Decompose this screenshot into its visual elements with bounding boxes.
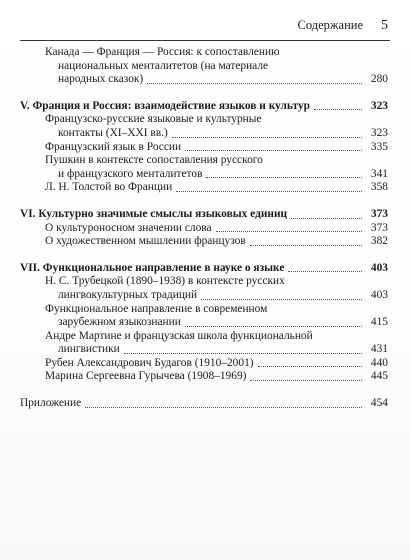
- toc-chapter[interactable]: [20, 262, 388, 276]
- toc-page-number: 341: [370, 167, 388, 180]
- toc-line: [45, 370, 388, 384]
- dot-leader: [124, 353, 362, 354]
- toc-page-number: 403: [370, 261, 388, 274]
- toc-line: [45, 343, 388, 357]
- dot-leader: [288, 271, 362, 272]
- toc-line: [20, 100, 388, 114]
- toc-page-number: 335: [370, 140, 388, 153]
- toc-line: [45, 127, 388, 141]
- toc-entry-title: и французского менталитетов: [58, 167, 203, 180]
- toc-entry-title: народных сказок): [58, 73, 144, 86]
- toc-line: [45, 235, 388, 249]
- toc-page-number: 415: [370, 316, 388, 329]
- toc-chapter[interactable]: [20, 208, 388, 222]
- dot-leader: [147, 83, 362, 84]
- toc-entry-title: V. Франция и Россия: взаимодействие языков и культур: [20, 99, 310, 112]
- toc-entry[interactable]: [20, 357, 388, 371]
- toc-page-number: 373: [370, 207, 388, 220]
- toc-entry[interactable]: [20, 222, 388, 236]
- dot-leader: [201, 299, 362, 300]
- toc-page-number: 403: [370, 288, 388, 301]
- dot-leader: [314, 109, 362, 110]
- toc-line: [45, 181, 388, 195]
- dot-leader: [185, 150, 362, 151]
- toc-line: [45, 303, 388, 317]
- toc-line: [20, 262, 388, 276]
- toc-entry-title: Марина Сергеевна Гурычева (1908–1969): [45, 370, 247, 383]
- toc-line: [45, 330, 388, 344]
- dot-leader: [206, 177, 362, 178]
- page-number: 5: [381, 18, 388, 33]
- toc-page-number: 445: [370, 370, 388, 383]
- toc-entry-title: зарубежном языкознании: [58, 316, 181, 329]
- dot-leader: [250, 380, 362, 381]
- toc-page-number: 431: [370, 343, 388, 356]
- toc-entry-title: Л. Н. Толстой во Франции: [45, 181, 173, 194]
- toc-entry-title: контакты (XI–XXI вв.): [58, 126, 168, 139]
- dot-leader: [85, 407, 362, 408]
- section-gap: [20, 195, 388, 208]
- toc-entry-title: национальных менталитетов (на материале: [58, 59, 269, 72]
- toc-line: [45, 168, 388, 182]
- dot-leader: [172, 137, 362, 138]
- toc-entry[interactable]: [20, 141, 388, 155]
- section-gap: [20, 87, 388, 100]
- toc-entry-title: Пушкин в контексте сопоставления русского: [45, 154, 263, 167]
- toc-entry-title: Канада — Франция — Россия: к сопоставлению: [45, 46, 280, 58]
- dot-leader: [216, 231, 362, 232]
- toc-line: [45, 357, 388, 371]
- toc-entry-title: лингвистики: [58, 343, 120, 356]
- toc-entry-title: Андре Мартине и французская школа функциональной: [45, 329, 313, 342]
- toc-line: [45, 46, 388, 60]
- toc-entry-title: Н. С. Трубецкой (1890–1938) в контексте русских: [45, 275, 285, 288]
- toc-page-number: 280: [370, 73, 388, 86]
- toc-entry[interactable]: [20, 46, 388, 87]
- dot-leader: [250, 245, 362, 246]
- toc-line: [45, 289, 388, 303]
- toc-page-number: 373: [370, 221, 388, 234]
- toc-entry[interactable]: [20, 235, 388, 249]
- toc-line: [45, 60, 388, 74]
- toc-page-number: 440: [370, 356, 388, 369]
- toc-entry-title: VI. Культурно значимые смыслы языковых единиц: [20, 207, 288, 220]
- toc-entry-title: Рубен Александрович Будагов (1910–2001): [45, 356, 254, 369]
- toc-line: [45, 113, 388, 127]
- toc-entry[interactable]: [20, 275, 388, 302]
- toc-line: [45, 222, 388, 236]
- dot-leader: [185, 326, 362, 327]
- toc-page-number: 358: [370, 181, 388, 194]
- toc-entry-title: Приложение: [20, 397, 82, 410]
- toc-entry[interactable]: [20, 303, 388, 330]
- toc-entry-title: О культуроносном значении слова: [45, 221, 212, 234]
- toc-line: [45, 275, 388, 289]
- toc-line: [20, 208, 388, 222]
- toc-entry-title: VII. Функциональное направление в науке о языке: [20, 261, 285, 274]
- toc-top-entry[interactable]: [20, 397, 388, 411]
- section-gap: [20, 249, 388, 262]
- toc-line: [45, 73, 388, 87]
- toc-page-number: 454: [370, 397, 388, 410]
- toc-line: [45, 316, 388, 330]
- section-gap: [20, 384, 388, 397]
- toc-entry-title: Функциональное направление в современном: [45, 302, 268, 315]
- dot-leader: [258, 366, 362, 367]
- table-of-contents: [20, 46, 388, 411]
- section-title: Содержание: [297, 18, 363, 32]
- toc-page-number: 323: [370, 126, 388, 139]
- toc-line: [45, 154, 388, 168]
- toc-line: [45, 141, 388, 155]
- toc-entry[interactable]: [20, 330, 388, 357]
- toc-line: [20, 397, 388, 411]
- header-rule: [20, 40, 390, 41]
- running-header: [298, 18, 389, 34]
- toc-entry-title: Французский язык в России: [45, 140, 182, 153]
- toc-entry-title: лингвокультурных традиций: [58, 288, 198, 301]
- toc-entry[interactable]: [20, 181, 388, 195]
- toc-chapter[interactable]: [20, 100, 388, 114]
- toc-entry[interactable]: [20, 370, 388, 384]
- toc-entry-title: О художественном мышлении французов: [45, 235, 246, 248]
- dot-leader: [291, 218, 362, 219]
- toc-page-number: 323: [370, 99, 388, 112]
- toc-entry[interactable]: [20, 154, 388, 181]
- toc-entry-title: Французско-русские языковые и культурные: [45, 113, 262, 126]
- toc-entry[interactable]: [20, 113, 388, 140]
- toc-page-number: 382: [370, 235, 388, 248]
- dot-leader: [176, 191, 362, 192]
